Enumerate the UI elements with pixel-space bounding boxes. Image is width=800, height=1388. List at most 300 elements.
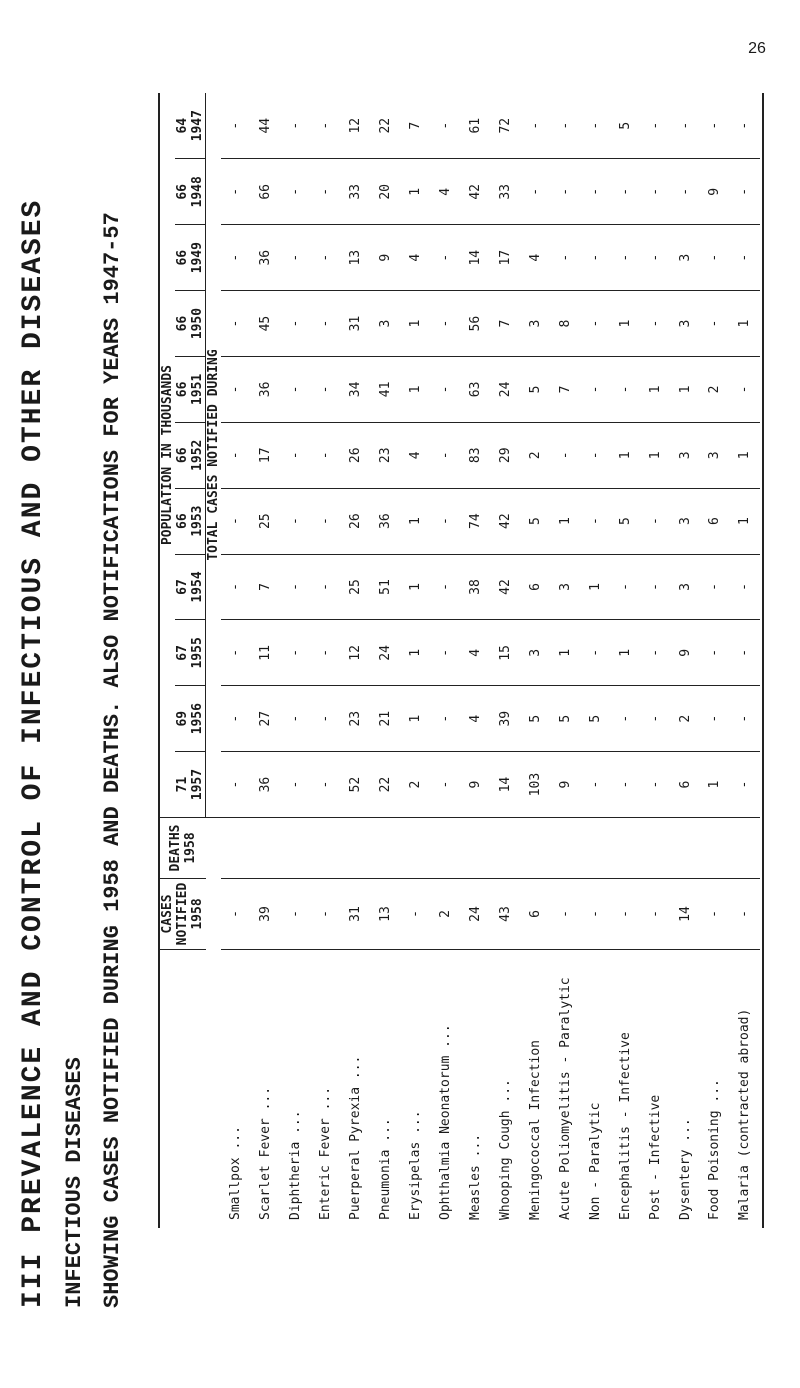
disease-column-header xyxy=(160,950,206,1229)
year-value: 42 xyxy=(490,554,520,620)
year-value: 4 xyxy=(461,686,491,752)
year-value: 33 xyxy=(490,159,520,225)
year-value: 4 xyxy=(461,620,491,686)
year-value: - xyxy=(431,554,461,620)
year-value: 63 xyxy=(461,356,491,422)
year-value: - xyxy=(550,422,580,488)
year-value: 12 xyxy=(341,620,371,686)
year-value: 33 xyxy=(341,159,371,225)
year-value: 9 xyxy=(670,620,700,686)
table-row xyxy=(461,93,491,1228)
year-value: 1 xyxy=(640,356,670,422)
disease-name: Scarlet Fever ... xyxy=(258,1086,274,1220)
year-value: - xyxy=(700,225,730,291)
year-value: - xyxy=(730,356,760,422)
year-value: 56 xyxy=(461,291,491,357)
table-row xyxy=(251,93,281,1228)
deaths-1958 xyxy=(401,818,431,879)
year-value: - xyxy=(550,159,580,225)
year-value: - xyxy=(610,225,640,291)
year-value: - xyxy=(640,488,670,554)
disease-name: Puerperal Pyrexia ... xyxy=(348,1055,364,1220)
year-value: - xyxy=(281,159,311,225)
table-row xyxy=(640,93,670,1228)
year-value: 31 xyxy=(341,291,371,357)
year-value: 52 xyxy=(341,752,371,818)
year-value: 2 xyxy=(401,752,431,818)
cases-1958: 39 xyxy=(251,879,281,950)
year-value: - xyxy=(730,93,760,159)
year-value: 1 xyxy=(550,620,580,686)
year-value: - xyxy=(700,93,730,159)
year-value: - xyxy=(550,225,580,291)
year-value: 1 xyxy=(401,620,431,686)
year-value: - xyxy=(730,686,760,752)
cases-1958: 31 xyxy=(341,879,371,950)
table-row xyxy=(580,93,610,1228)
year-value: - xyxy=(610,356,640,422)
year-value: 3 xyxy=(670,422,700,488)
year-value: 3 xyxy=(371,291,401,357)
disease-name: Erysipelas ... xyxy=(408,1110,424,1220)
year-value: 2 xyxy=(670,686,700,752)
year-value: 23 xyxy=(371,422,401,488)
year-value: - xyxy=(221,93,251,159)
year-value: - xyxy=(640,554,670,620)
year-value: - xyxy=(670,159,700,225)
year-value: - xyxy=(431,93,461,159)
year-value: 3 xyxy=(670,291,700,357)
year-value: 11 xyxy=(251,620,281,686)
table-row xyxy=(490,93,520,1228)
subsection-title: INFECTIOUS DISEASES xyxy=(62,1057,87,1308)
year-value: - xyxy=(580,159,610,225)
year-value: 1 xyxy=(610,422,640,488)
year-value: - xyxy=(610,686,640,752)
year-value: - xyxy=(580,620,610,686)
year-value: - xyxy=(431,752,461,818)
year-value: - xyxy=(730,225,760,291)
year-value: 3 xyxy=(670,225,700,291)
year-value: - xyxy=(281,554,311,620)
cases-1958: - xyxy=(730,879,760,950)
year-value: 1 xyxy=(401,488,431,554)
disease-name: Ophthalmia Neonatorum ... xyxy=(438,1024,454,1220)
year-value: 17 xyxy=(490,225,520,291)
year-value: - xyxy=(550,93,580,159)
deaths-1958 xyxy=(610,818,640,879)
disease-name: Acute Poliomyelitis - Paralytic xyxy=(557,977,573,1220)
population-cell: 71 xyxy=(175,752,190,818)
year-value: - xyxy=(700,291,730,357)
year-value: 42 xyxy=(461,159,491,225)
year-value: - xyxy=(431,291,461,357)
population-cell: 64 xyxy=(175,93,190,159)
year-cell: 1956 xyxy=(190,686,206,752)
year-value: 23 xyxy=(341,686,371,752)
year-value: - xyxy=(221,752,251,818)
year-value: - xyxy=(311,356,341,422)
population-cell: 67 xyxy=(175,554,190,620)
year-value: 61 xyxy=(461,93,491,159)
year-value: 2 xyxy=(520,422,550,488)
year-value: 24 xyxy=(371,620,401,686)
year-value: 5 xyxy=(520,356,550,422)
deaths-1958 xyxy=(371,818,401,879)
year-value: 9 xyxy=(371,225,401,291)
year-value: - xyxy=(700,554,730,620)
year-cell: 1949 xyxy=(190,225,206,291)
year-value: 9 xyxy=(700,159,730,225)
year-value: 36 xyxy=(371,488,401,554)
year-value: - xyxy=(221,159,251,225)
disease-name: Pneumonia ... xyxy=(378,1118,394,1220)
year-value: - xyxy=(580,422,610,488)
year-value: 3 xyxy=(520,620,550,686)
year-cell: 1957 xyxy=(190,752,206,818)
table-row xyxy=(311,93,341,1228)
year-value: 7 xyxy=(401,93,431,159)
disease-name: Food Poisoning ... xyxy=(707,1079,723,1220)
table-row xyxy=(670,93,700,1228)
year-value: - xyxy=(610,752,640,818)
deaths-1958 xyxy=(580,818,610,879)
year-value: - xyxy=(700,686,730,752)
year-value: - xyxy=(221,620,251,686)
cases-1958: - xyxy=(281,879,311,950)
year-value: - xyxy=(520,159,550,225)
year-value: 13 xyxy=(341,225,371,291)
year-cell: 1955 xyxy=(190,620,206,686)
year-value: - xyxy=(281,686,311,752)
deaths-1958 xyxy=(251,818,281,879)
year-value: - xyxy=(580,752,610,818)
year-value: - xyxy=(311,752,341,818)
year-value: 6 xyxy=(700,488,730,554)
year-cell: 1947 xyxy=(190,93,206,159)
year-value: - xyxy=(640,291,670,357)
year-value: 2 xyxy=(700,356,730,422)
year-value: - xyxy=(580,488,610,554)
year-value: - xyxy=(640,686,670,752)
year-value: 39 xyxy=(490,686,520,752)
disease-name: Malaria (contracted abroad) xyxy=(737,1008,753,1220)
year-value: 45 xyxy=(251,291,281,357)
deaths-1958 xyxy=(640,818,670,879)
year-value: 26 xyxy=(341,422,371,488)
year-value: 17 xyxy=(251,422,281,488)
year-value: 8 xyxy=(550,291,580,357)
disease-name: Encephalitis - Infective xyxy=(617,1032,633,1220)
year-value: - xyxy=(580,291,610,357)
table-row xyxy=(520,93,550,1228)
year-value: - xyxy=(580,356,610,422)
cases-1958: - xyxy=(550,879,580,950)
population-header: POPULATION IN THOUSANDS xyxy=(160,93,175,818)
deaths-1958 xyxy=(700,818,730,879)
year-value: - xyxy=(311,93,341,159)
year-value: 5 xyxy=(610,93,640,159)
year-value: - xyxy=(281,291,311,357)
year-value: - xyxy=(431,488,461,554)
year-value: 3 xyxy=(520,291,550,357)
year-value: - xyxy=(431,620,461,686)
year-value: - xyxy=(221,686,251,752)
year-value: 4 xyxy=(520,225,550,291)
year-cell: 1950 xyxy=(190,291,206,357)
year-value: 29 xyxy=(490,422,520,488)
disease-name: Measles ... xyxy=(467,1133,483,1220)
year-value: - xyxy=(431,356,461,422)
population-cell: 67 xyxy=(175,620,190,686)
year-value: 83 xyxy=(461,422,491,488)
table-row xyxy=(281,93,311,1228)
deaths-header: DEATHS 1958 xyxy=(160,818,206,879)
cases-1958: 24 xyxy=(461,879,491,950)
year-value: - xyxy=(640,620,670,686)
year-value: - xyxy=(281,752,311,818)
year-value: 1 xyxy=(610,291,640,357)
year-value: 72 xyxy=(490,93,520,159)
year-value: 7 xyxy=(550,356,580,422)
deaths-1958 xyxy=(520,818,550,879)
population-cell: 66 xyxy=(175,422,190,488)
year-value: - xyxy=(431,686,461,752)
cases-1958: - xyxy=(700,879,730,950)
year-cell: 1948 xyxy=(190,159,206,225)
year-value: 3 xyxy=(700,422,730,488)
population-cell: 69 xyxy=(175,686,190,752)
year-value: 1 xyxy=(401,356,431,422)
disease-name: Post - Infective xyxy=(647,1094,663,1220)
year-value: 34 xyxy=(341,356,371,422)
year-value: 15 xyxy=(490,620,520,686)
table-caption: SHOWING CASES NOTIFIED DURING 1958 AND DEATHS. ALSO NOTIFICATIONS FOR YEARS 1947-57 xyxy=(100,212,125,1308)
deaths-1958 xyxy=(311,818,341,879)
year-value: 1 xyxy=(730,291,760,357)
table-row xyxy=(700,93,730,1228)
cases-1958: - xyxy=(221,879,251,950)
year-value: 4 xyxy=(401,422,431,488)
table-row xyxy=(730,93,760,1228)
year-value: - xyxy=(311,488,341,554)
year-value: 3 xyxy=(670,488,700,554)
year-value: 44 xyxy=(251,93,281,159)
year-value: 5 xyxy=(580,686,610,752)
year-value: 22 xyxy=(371,752,401,818)
cases-1958: - xyxy=(311,879,341,950)
year-value: 51 xyxy=(371,554,401,620)
year-value: - xyxy=(730,620,760,686)
year-value: - xyxy=(730,554,760,620)
year-value: - xyxy=(281,225,311,291)
year-value: 4 xyxy=(431,159,461,225)
disease-name: Meningococcal Infection xyxy=(527,1039,543,1220)
year-value: 38 xyxy=(461,554,491,620)
year-value: 1 xyxy=(401,554,431,620)
year-value: 20 xyxy=(371,159,401,225)
cases-1958: 13 xyxy=(371,879,401,950)
year-value: 74 xyxy=(461,488,491,554)
year-value: 25 xyxy=(251,488,281,554)
table-row xyxy=(431,93,461,1228)
cases-1958: 6 xyxy=(520,879,550,950)
year-value: - xyxy=(580,225,610,291)
cases-1958: - xyxy=(580,879,610,950)
year-value: 36 xyxy=(251,225,281,291)
deaths-1958 xyxy=(730,818,760,879)
year-value: 1 xyxy=(610,620,640,686)
year-value: - xyxy=(221,422,251,488)
population-cell: 66 xyxy=(175,356,190,422)
deaths-1958 xyxy=(281,818,311,879)
total-cases-header: TOTAL CASES NOTIFIED DURING xyxy=(206,93,222,818)
year-value: - xyxy=(281,620,311,686)
year-value: 7 xyxy=(251,554,281,620)
year-value: 3 xyxy=(550,554,580,620)
year-value: 14 xyxy=(490,752,520,818)
cases-1958: 14 xyxy=(670,879,700,950)
population-cell: 66 xyxy=(175,291,190,357)
year-value: 14 xyxy=(461,225,491,291)
year-cell: 1954 xyxy=(190,554,206,620)
year-value: 27 xyxy=(251,686,281,752)
year-value: 1 xyxy=(700,752,730,818)
cases-1958: 2 xyxy=(431,879,461,950)
deaths-1958 xyxy=(670,818,700,879)
year-value: - xyxy=(640,93,670,159)
year-value: - xyxy=(610,554,640,620)
year-value: 3 xyxy=(670,554,700,620)
year-value: - xyxy=(281,93,311,159)
year-value: 1 xyxy=(401,291,431,357)
population-cell: 66 xyxy=(175,225,190,291)
population-cell: 66 xyxy=(175,488,190,554)
year-value: - xyxy=(221,488,251,554)
disease-name: Smallpox ... xyxy=(228,1126,244,1220)
year-value: - xyxy=(221,356,251,422)
year-value: 6 xyxy=(520,554,550,620)
year-value: - xyxy=(221,554,251,620)
year-value: 5 xyxy=(520,686,550,752)
year-value: 42 xyxy=(490,488,520,554)
year-cell: 1951 xyxy=(190,356,206,422)
disease-name: Whooping Cough ... xyxy=(497,1079,513,1220)
year-value: - xyxy=(281,356,311,422)
year-value: - xyxy=(640,159,670,225)
year-value: - xyxy=(311,422,341,488)
year-value: - xyxy=(670,93,700,159)
year-value: 1 xyxy=(401,159,431,225)
cases-1958: - xyxy=(640,879,670,950)
year-value: 9 xyxy=(550,752,580,818)
year-value: - xyxy=(610,159,640,225)
disease-name: Enteric Fever ... xyxy=(318,1086,334,1220)
year-value: 22 xyxy=(371,93,401,159)
year-value: 1 xyxy=(550,488,580,554)
year-value: 66 xyxy=(251,159,281,225)
year-value: - xyxy=(311,620,341,686)
cases-1958: - xyxy=(610,879,640,950)
table-row xyxy=(610,93,640,1228)
table-row xyxy=(401,93,431,1228)
disease-name: Non - Paralytic xyxy=(587,1102,603,1220)
year-value: - xyxy=(311,291,341,357)
deaths-1958 xyxy=(431,818,461,879)
notifications-table xyxy=(160,93,760,1228)
year-value: 1 xyxy=(640,422,670,488)
year-value: - xyxy=(730,159,760,225)
year-value: 26 xyxy=(341,488,371,554)
table-row xyxy=(221,93,251,1228)
population-cell: 66 xyxy=(175,159,190,225)
year-value: 36 xyxy=(251,356,281,422)
cases-header: CASES NOTIFIED 1958 xyxy=(160,879,206,950)
disease-name: Dysentery ... xyxy=(677,1118,693,1220)
year-value: 12 xyxy=(341,93,371,159)
year-value: 5 xyxy=(550,686,580,752)
cases-1958: 43 xyxy=(490,879,520,950)
year-value: - xyxy=(580,93,610,159)
year-value: - xyxy=(520,93,550,159)
year-value: - xyxy=(431,422,461,488)
table-row xyxy=(341,93,371,1228)
page-number: 26 xyxy=(748,40,766,58)
year-value: - xyxy=(281,422,311,488)
year-value: 5 xyxy=(610,488,640,554)
table-row xyxy=(550,93,580,1228)
disease-name: Diphtheria ... xyxy=(288,1110,304,1220)
year-value: - xyxy=(281,488,311,554)
year-value: - xyxy=(640,225,670,291)
year-value: - xyxy=(311,225,341,291)
year-value: - xyxy=(700,620,730,686)
year-value: - xyxy=(311,159,341,225)
cases-1958: - xyxy=(401,879,431,950)
year-cell: 1952 xyxy=(190,422,206,488)
year-value: - xyxy=(431,225,461,291)
year-value: 21 xyxy=(371,686,401,752)
year-value: 103 xyxy=(520,752,550,818)
deaths-1958 xyxy=(461,818,491,879)
section-title: III PREVALENCE AND CONTROL OF INFECTIOUS AND OTHER DISEASES xyxy=(18,198,49,1308)
year-value: - xyxy=(311,554,341,620)
year-value: 4 xyxy=(401,225,431,291)
year-value: 24 xyxy=(490,356,520,422)
year-value: 6 xyxy=(670,752,700,818)
year-value: 25 xyxy=(341,554,371,620)
year-value: 9 xyxy=(461,752,491,818)
year-value: - xyxy=(221,291,251,357)
deaths-1958 xyxy=(221,818,251,879)
deaths-1958 xyxy=(490,818,520,879)
year-value: 36 xyxy=(251,752,281,818)
year-value: 7 xyxy=(490,291,520,357)
year-value: 1 xyxy=(730,422,760,488)
deaths-1958 xyxy=(550,818,580,879)
year-value: 1 xyxy=(580,554,610,620)
year-cell: 1953 xyxy=(190,488,206,554)
table-row xyxy=(371,93,401,1228)
table-body xyxy=(221,93,760,1228)
year-value: - xyxy=(221,225,251,291)
year-value: - xyxy=(640,752,670,818)
year-value: 1 xyxy=(401,686,431,752)
year-value: 1 xyxy=(670,356,700,422)
year-value: - xyxy=(730,752,760,818)
deaths-1958 xyxy=(341,818,371,879)
year-value: 5 xyxy=(520,488,550,554)
